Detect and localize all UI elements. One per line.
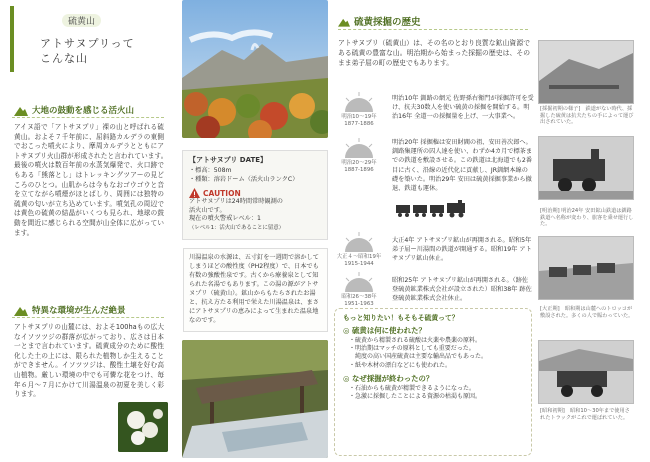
answer-line: 純度の高い国産硫黄は主要な輸出品でもあった。 [349,353,487,361]
mining-photo [539,41,633,103]
flower-image [118,402,168,452]
question-2: ◎ なぜ採掘が終わったの？ [343,373,434,383]
answer-line: ・急激に採掘したことによる資源の枯渇も原因。 [349,393,482,401]
question-1: ◎ 硫黄は何に使われた？ [343,326,426,335]
section-body-landscape: アトサヌプリの山麓には、およそ100haもの広大なイソツツジの群落が広がっており、広さは日本一とまで言われています。硫黄成分のために酸性化した土の上には、限られた植物しか生えることができません。イソツツジは、酸性土壌を好む高山植物。厳しい環境の中でも可憐な花をつけ、毎年６月〜７月にかけて川湯温泉の初夏を美しく彩ります。 [14,323,164,399]
caution-line: 現在の噴火警戒レベル：1 [189,215,261,222]
era-name: 明治20〜29年 [341,160,377,166]
era-name: 大正４〜昭和19年 [336,254,382,260]
answer-line: ・紙や木材の漂白などにも使われた。 [349,361,452,369]
era-name: 明治10〜19年 [341,114,377,120]
history-photo-3 [538,236,634,300]
hot-spring-photo [182,340,328,458]
page-title [40,36,135,66]
truck-photo [539,341,633,403]
mountain-tag: 硫黄山 [62,14,101,27]
era-years: 1877-1886 [344,120,374,127]
caution-line: 活火山です。 [189,206,226,214]
data-line: ・標高：508m [189,167,232,174]
train-photo [539,137,633,199]
mountain-icon [338,16,350,27]
caution-line: （レベル1：活火山であることに留意） [189,224,285,231]
answer-line: ・硫黄から精製される硫酸は火薬や農薬の原料。 [349,337,482,344]
era-text-3: 大正4年 アトサヌプリ鉱山が再開される。昭和5年 弟子屈ー川湯間の鉄道が開通する。昭和19年 アトサヌプリ鉱山休止。 [392,237,532,263]
era-marker-1 [332,92,386,132]
section-heading-landscape: 特異な環境が生んだ絶景 [12,304,164,318]
era-marker-4 [332,272,386,312]
trolley-photo [539,237,633,299]
answer-line: ・明治期はマッチの原料としても重要だった。 [349,345,475,353]
flower-photo [118,402,168,452]
sun-icon [342,232,376,252]
era-text-2: 明治20年 採掘権は安田財閥の祖、安田善次郎へ。釧路集運所の囚人達を使い、わずか4カ月で標茶までの鉄道を敷設させる。この鉄道は北海道でも2番目に古く、沿線の近代化に貢献し、JR釧網本線の礎を築いた。明治29年 安田は硫黄採掘事業から撤退、鉄道も運休。 [392,139,533,193]
answer-line: ・石油からも硫黄が精製できるようになった。 [349,384,476,392]
sun-icon [342,92,376,112]
title-accent-bar [10,6,14,72]
era-text-1: 明治10年 釧路の網元 佐野孫右衛門が採掘許可を受け、抗夫30数人を使い硫黄の採掘を開始する。明治16年 全道一の採掘量を上げ、一大事業へ。 [392,95,534,121]
history-intro: アトサヌプリ（硫黄山）は、その名のとおり良質な鉱山資源である硫黄の豊富な山。明治期から始まった採掘の歴史は、そのまま弟子屈の町の歴史でもあります。 [338,39,530,68]
title-line-1: アトサヌプリって [40,37,135,50]
data-box-title: 【アトサヌプリ DATE】 [189,156,268,164]
mountain-icon [14,104,28,116]
title-line-2: こんな山 [40,52,88,65]
caution-line: アトサヌプリは24時間常時観測の [189,198,283,205]
section-body-volcano: アイヌ語で「アトサヌプリ」裸の山と呼ばれる硫黄山。およそ７千年前に、屈斜路カルデラの東側でおこった噴火により、摩周カルデラとともにアトサヌプリ火山群が形成されたと言われています。 最後の噴火は数百年前の水蒸気爆発で、火口跡でもある「熊落とし」はトレッキングツアーの見どころのひとつ。山肌からは今もなおゴウゴウと音を立てながら噴煙がほとばしり、周囲には独特の硫黄の匂いが立ち込めています。噴気孔の周辺では黄色の硫黄の結晶がいくつも見られ、地球の鼓動を間近に感じられる空間が山全体に広がっています。 [14,123,171,237]
sun-icon [342,272,376,292]
train-icon [396,200,468,218]
mountain-icon [14,304,28,316]
era-years: 1887-1896 [344,166,374,173]
data-line: ・種類：溶岩ドーム（活火山ランクC） [189,175,299,183]
warning-icon [189,188,200,198]
mountain-landscape-image [182,0,328,138]
history-photo-4 [538,340,634,404]
qa-box [334,308,532,456]
title-box [10,6,160,72]
mountain-photo [182,0,328,138]
data-box [182,150,328,240]
era-name: 昭和26〜38年 [341,294,377,300]
era-marker-2 [332,138,386,178]
sun-icon [342,138,376,158]
history-photo-1 [538,40,634,104]
section-heading-volcano: 大地の鼓動を感じる活火山 [12,104,164,118]
history-title: 硫黄採掘の歴史 [338,14,528,30]
hot-spring-text: 川湯温泉の水源は、五寸釘を一週間で溶かしてしまうほどの酸性度（PH2程度）で、日本でも有数の強酸性泉です。古くから療養泉として知られた名湯でもあります。この湯の源がアトサヌプリ（硫黄山）。鉱山からもたらされたお湯と、抗え方たる利用で栄えた川湯温泉は、まさにアトサヌプリの恵みによって生まれた温泉地なのです。 [183,248,328,332]
caution-heading: CAUTION [189,188,321,198]
hot-spring-image [182,340,328,458]
photo-caption-3: [大正期] 昭和期は山麓へのトロッコが敷設された。多くの人で賑わっていた。 [540,306,634,319]
photo-caption-4: [昭和初期] 昭和10〜30年まで使用されたトラックがこれで運ばれていた。 [540,408,630,421]
era-text-4: 昭和25年 アトサヌプリ鉱山が再開される。（跡佐登硫黄鉱業株式会社が設立された）昭和38年 跡佐登硫黄鉱業株式会社休止。 [392,277,532,303]
era-years: 1951-1963 [344,300,374,307]
qa-heading: もっと知りたい！もそもそ硫黄って？ [343,314,459,322]
era-marker-3 [332,232,386,272]
photo-caption-1: [採掘初期の様子] 鉄道がない時代、採掘した硫黄は抗夫たちの手によって運び出されていた。 [540,106,634,125]
history-photo-2 [538,136,634,200]
era-years: 1915-1944 [344,260,374,267]
photo-caption-2: [明治期] 明治24年 安田鉱山鉄道は釧路鉄道へ名称が変わり、旅客を乗せ運行した。 [540,208,634,227]
